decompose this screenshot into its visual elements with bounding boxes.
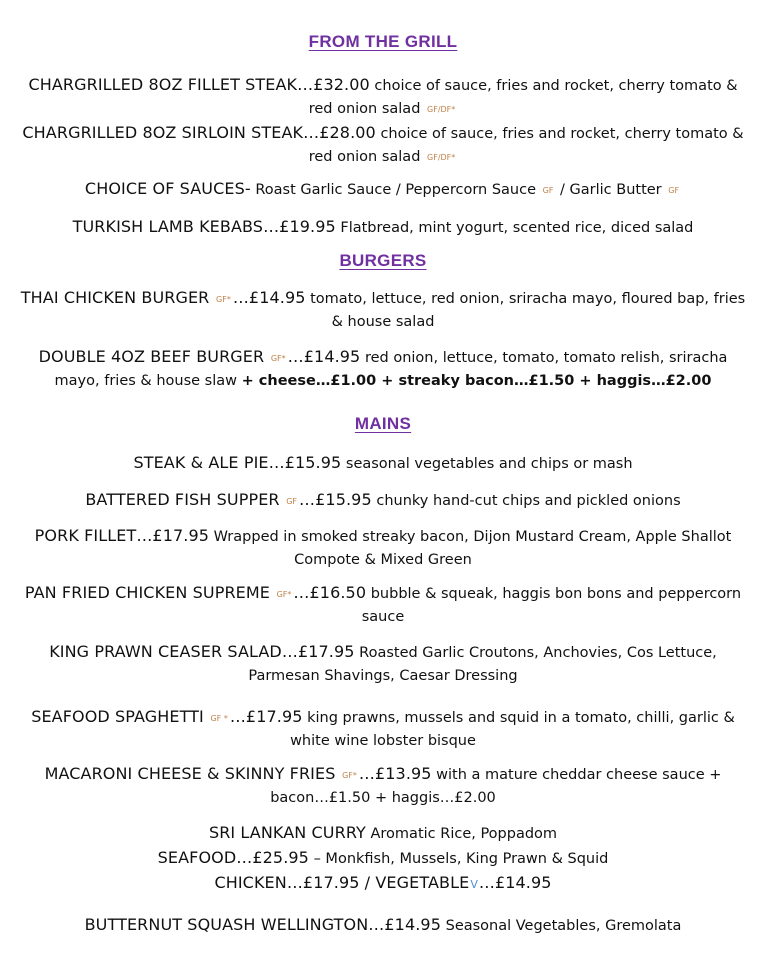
item-name: CHOICE OF SAUCES-: [84, 179, 251, 198]
menu-item-lamb-kebabs: [20, 215, 746, 240]
item-price: …£17.95: [229, 707, 303, 726]
item-name: KING PRAWN CEASER SALAD…£17.95: [49, 642, 355, 661]
item-name: STEAK & ALE PIE…£15.95: [133, 453, 342, 472]
curry-chicken-veg-price: CHICKEN…£17.95 / VEGETABLE: [214, 873, 470, 892]
dietary-tag: GF*: [216, 295, 231, 304]
item-description: Aromatic Rice, Poppadom: [370, 826, 558, 842]
item-extras: + bacon…£1.50 + haggis…£2.00: [270, 767, 722, 806]
menu-item-prawn-salad: [20, 640, 746, 688]
menu-item-sirloin-steak: [20, 121, 746, 169]
item-price: …£14.95: [287, 347, 361, 366]
item-name: TURKISH LAMB KEBABS…£19.95: [72, 217, 336, 236]
item-description: / Garlic Butter: [560, 182, 662, 198]
item-description: Roasted Garlic Croutons, Anchovies, Cos Lettuce, Parmesan Shavings, Caesar Dressing: [248, 645, 717, 684]
dietary-tag: GF: [668, 186, 680, 195]
item-name: SRI LANKAN CURRY: [208, 823, 366, 842]
vegetarian-tag: V: [470, 878, 478, 891]
dietary-tag: GF*: [270, 354, 286, 363]
dietary-tag: GF: [542, 186, 554, 195]
item-price: …£16.50: [293, 583, 367, 602]
item-name: MACARONI CHEESE & SKINNY FRIES: [44, 764, 336, 783]
item-description: Wrapped in smoked streaky bacon, Dijon Mustard Cream, Apple Shallot Compote & Mixed Green: [213, 529, 732, 568]
item-description: Seasonal Vegetables, Gremolata: [445, 918, 682, 934]
item-description: bubble & squeak, haggis bon bons and peppercorn sauce: [361, 586, 742, 625]
menu-item-pork-fillet: [20, 524, 746, 572]
dietary-tag: GF*: [276, 590, 292, 599]
dietary-tag: GF/DF*: [427, 105, 456, 114]
item-name: THAI CHICKEN BURGER: [20, 288, 210, 307]
item-description: seasonal vegetables and chips or mash: [345, 456, 633, 472]
item-description: with a mature cheddar cheese sauce: [436, 767, 705, 783]
item-description: choice of sauce, fries and rocket, cherry tomato & red onion salad: [308, 126, 744, 165]
curry-chicken-veg-line: [20, 871, 746, 896]
dietary-tag: GF/DF*: [427, 153, 456, 162]
curry-seafood-price: SEAFOOD…£25.95: [157, 848, 309, 867]
menu-item-beef-burger: [20, 345, 746, 393]
dietary-tag: GF*: [342, 771, 357, 780]
menu-item-sauces: [20, 177, 746, 202]
menu-item-fillet-steak: [20, 73, 746, 121]
item-price: …£15.95: [299, 490, 372, 509]
section-heading-burgers: BURGERS: [339, 251, 427, 270]
item-price: …£14.95: [232, 288, 306, 307]
curry-veg-price: …£14.95: [478, 873, 552, 892]
item-description: choice of sauce, fries and rocket, cherry tomato & red onion salad: [308, 78, 738, 117]
dietary-tag: GF: [286, 497, 298, 506]
item-name: CHARGRILLED 8OZ FILLET STEAK…£32.00: [28, 75, 370, 94]
section-heading-grill: FROM THE GRILL: [308, 32, 458, 51]
curry-title-line: [20, 821, 746, 846]
item-price: …£13.95: [358, 764, 432, 783]
item-description: red onion, lettuce, tomato, tomato relish, sriracha mayo, fries & house slaw: [54, 350, 728, 389]
item-name: PAN FRIED CHICKEN SUPREME: [24, 583, 270, 602]
menu-item-seafood-spaghetti: [20, 705, 746, 753]
item-name: PORK FILLET…£17.95: [34, 526, 210, 545]
item-description: king prawns, mussels and squid in a tomato, chilli, garlic & white wine lobster bisque: [290, 710, 735, 749]
menu-item-thai-chicken-burger: [20, 286, 746, 334]
menu-item-butternut-wellington: [20, 913, 746, 938]
section-heading-mains: MAINS: [354, 414, 412, 433]
item-name: SEAFOOD SPAGHETTI: [31, 707, 204, 726]
menu-item-chicken-supreme: [20, 581, 746, 629]
dietary-tag: GF *: [210, 714, 228, 723]
item-name: BUTTERNUT SQUASH WELLINGTON…£14.95: [84, 915, 441, 934]
item-description: Roast Garlic Sauce / Peppercorn Sauce: [255, 182, 536, 198]
menu-item-fish-supper: [20, 488, 746, 513]
menu-item-macaroni-cheese: [20, 762, 746, 810]
item-description: tomato, lettuce, red onion, sriracha mayo, floured bap, fries & house salad: [310, 291, 746, 330]
item-name: BATTERED FISH SUPPER: [85, 490, 280, 509]
item-name: DOUBLE 4OZ BEEF BURGER: [38, 347, 265, 366]
item-description: chunky hand-cut chips and pickled onions: [376, 493, 681, 509]
menu-item-steak-ale-pie: [20, 451, 746, 476]
curry-seafood-line: [20, 846, 746, 871]
item-extras: + cheese…£1.00 + streaky bacon…£1.50 + haggis…£2.00: [241, 373, 712, 389]
item-description: Flatbread, mint yogurt, scented rice, diced salad: [340, 220, 694, 236]
item-description: – Monkfish, Mussels, King Prawn & Squid: [313, 851, 609, 867]
item-name: CHARGRILLED 8OZ SIRLOIN STEAK…£28.00: [22, 123, 376, 142]
menu-item-sri-lankan-curry: [20, 821, 746, 896]
